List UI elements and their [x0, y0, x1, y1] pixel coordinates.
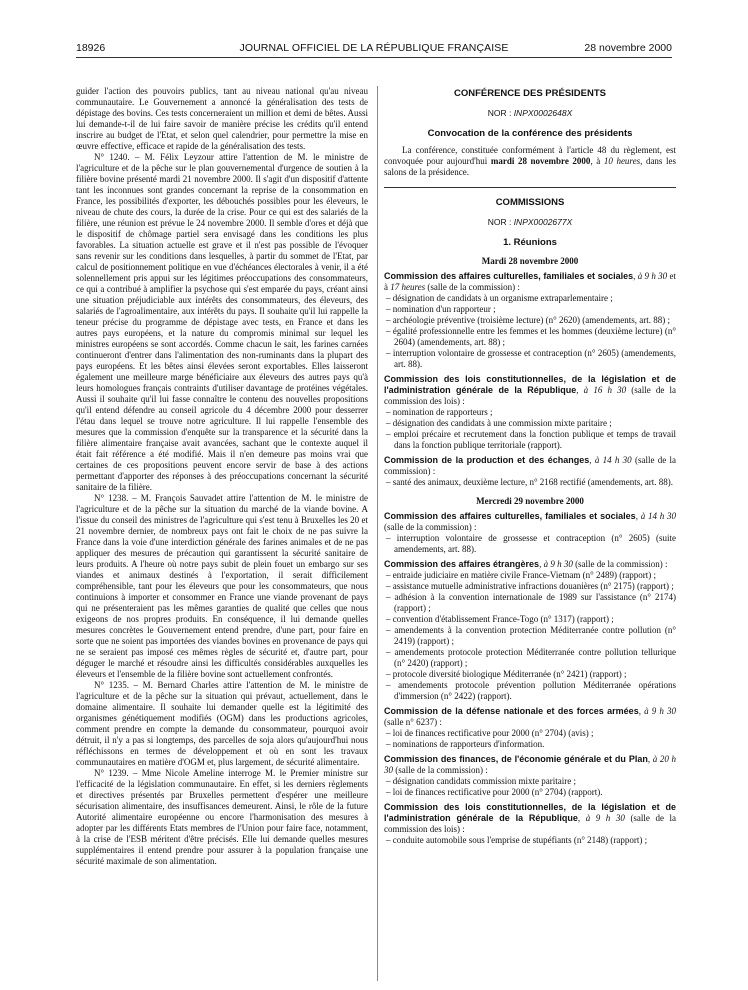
- commission-entry: [384, 559, 676, 702]
- commissions-title: COMMISSIONS: [495, 197, 565, 208]
- commission-header: Commission des affaires culturelles, familiales et sociales, à 9 h 30 et à 17 heures (salle de la commission) :: [384, 271, 677, 292]
- conference-subtitle: Convocation de la conférence des présidents: [427, 128, 633, 139]
- agenda-item: – convention d'établissement France-Togo (n° 1317) (rapport) ;: [386, 614, 614, 624]
- day-heading: Mardi 28 novembre 2000: [481, 256, 579, 266]
- left-column: [76, 86, 368, 867]
- agenda-item: – conduite automobile sous l'emprise de stupéfiants (n° 2148) (rapport) ;: [386, 835, 648, 845]
- commission-entry: [384, 271, 676, 370]
- question-continuation: guider l'action des pouvoirs publics, tant au niveau national qu'au niveau communautaire. Le Gouvernement a annoncé la généralisation des tests de dépistage des bovins. Ces tests concerneraient un million et demi de bêtes. Aussi lui demande-t-il de lui faire savoir de manière précise les crédits qu'il entend inscrire au budget de l'Etat, et selon quel calendrier, pour permettre la mise en œuvre effective, efficace et rapide de la généralisation des tests.: [76, 86, 368, 151]
- agenda-item: – amendements protocole prévention pollution Méditerranée opérations d'immersion (n° 2422) (rapport).: [386, 680, 677, 701]
- agenda-item: – loi de finances rectificative pour 2000 (n° 2704) (avis) ;: [386, 728, 594, 738]
- agenda-item: – archéologie préventive (troisième lecture) (n° 2620) (amendements, art. 88) ;: [386, 315, 670, 325]
- commission-header: Commission des finances, de l'économie générale et du Plan, à 20 h 30 (salle de la commission) :: [384, 754, 676, 775]
- issue-date: 28 novembre 2000: [584, 42, 672, 54]
- commission-entry: [384, 511, 676, 555]
- agenda-list: [384, 293, 676, 370]
- column-rule: [377, 86, 378, 981]
- page-number: 18926: [76, 42, 106, 54]
- question-1235: N° 1235. – M. Bernard Charles attire l'attention de M. le ministre de l'agriculture et de la pêche sur la situation qui prévaut, actuellement, dans le domaine alimentaire. Il souhaite lui demander quelle est la légitimité des organismes génétiquement modifiés (OGM) dans les productions agricoles, comment prendre en compte la demande du consommateur, pourquoi avoir détruit, il n'y a pas si longtemps, des parcelles de soja alors qu'aujourd'hui nous réfléchissons en termes de développement et où en sont les travaux communautaires en matière d'OGM et, plus largement, de sécurité alimentaire.: [76, 680, 368, 767]
- day-heading: Mercredi 29 novembre 2000: [476, 496, 584, 506]
- conference-nor: NOR : INPX0002648X: [487, 108, 573, 118]
- commission-entry: [384, 455, 676, 488]
- agenda-item: – protocole diversité biologique Méditerranée (n° 2421) (rapport) ;: [386, 669, 627, 679]
- commission-header: Commission des affaires étrangères, à 9 h 30 (salle de la commission) :: [384, 559, 668, 569]
- conference-text: La conférence, constituée conformément à l'article 48 du règlement, est convoquée pour aujourd'hui mardi 28 novembre 2000, à 10 heures, dans les salons de la présidence.: [384, 145, 677, 177]
- agenda-list: [384, 477, 676, 488]
- agenda-list: [384, 533, 676, 555]
- commission-entry: [384, 706, 676, 750]
- agenda-item: – adhésion à la convention internationale de 1989 sur l'assistance (n° 2174) (rapport) ;: [386, 592, 677, 613]
- agenda-item: – nomination de rapporteurs ;: [386, 407, 493, 417]
- agenda-list: [384, 728, 676, 750]
- agenda-item: – amendements à la convention protection Méditerranée contre pollution (n° 2419) (rapport) ;: [386, 625, 676, 646]
- agenda-item: – loi de finances rectificative pour 2000 (n° 2704) (rapport).: [386, 787, 603, 797]
- agenda-item: – assistance mutuelle administrative infractions douanières (n° 2175) (rapport) ;: [386, 581, 674, 591]
- agenda-item: – entraide judiciaire en matière civile France-Vietnam (n° 2489) (rapport) ;: [386, 570, 656, 580]
- conference-title: CONFÉRENCE DES PRÉSIDENTS: [453, 88, 607, 99]
- commission-header: Commission des lois constitutionnelles, de la législation et de l'administration générale de la République, à 16 h 30 (salle de la commission des lois) :: [384, 374, 677, 406]
- page-header: [76, 42, 672, 56]
- section-divider: [384, 187, 676, 188]
- agenda-item: – interruption volontaire de grossesse et contraception (n° 2605) (suite amendements, art. 88).: [386, 533, 677, 554]
- question-1238: N° 1238. – M. François Sauvadet attire l'attention de M. le ministre de l'agriculture et de la pêche sur la situation du marché de la viande bovine. A l'issue du conseil des ministres de l'agriculture qui s'est tenu à Bruxelles les 20 et 21 novembre dernier, de nombreux pays ont fait le choix de ne pas suivre la France dans la voie d'une interdiction générale des farines animales et de ne pas appliquer des mesures de précaution qui garantissent la sécurité sanitaire de leurs produits. A l'heure où notre pays subit de plein fouet un embargo sur ses viandes et animaux destinés à l'exportation, il serait difficilement compréhensible, tant pour les éleveurs que pour les consommateurs, que nous continuions à importer et consommer en France une viande provenant de pays qui ne présenteraient pas les mêmes garanties de qualité que celles que nous exigeons de nos propres produits. En conséquence, il lui demande quelles mesures concrètes le Gouvernement entend prendre, d'une part, pour faire en sorte que ne soient pas importées des viandes bovines en provenance de pays qui ne se seraient pas imposé ces mêmes règles de sécurité et, d'autre part, pour déguger le marché et résoudre ainsi les difficultés considérables auxquelles les éleveurs et l'ensemble de la filière bovine sont actuellement confrontés.: [76, 493, 368, 679]
- agenda-item: – santé des animaux, deuxième lecture, n° 2168 rectifié (amendements, art. 88).: [386, 477, 673, 487]
- agenda-item: – nominations de rapporteurs d'information.: [386, 739, 545, 749]
- commission-header: Commission des affaires culturelles, familiales et sociales, à 14 h 30 (salle de la commission) :: [384, 511, 677, 532]
- reunions-heading: 1. Réunions: [503, 237, 557, 248]
- commission-header: Commission de la défense nationale et des forces armées, à 9 h 30 (salle n° 6237) :: [384, 706, 677, 727]
- question-1239: N° 1239. – Mme Nicole Ameline interroge M. le Premier ministre sur l'efficacité de la législation communautaire. En effet, si les derniers règlements et directives présentés par Bruxelles permettent d'espérer une meilleure sécurisation alimentaire, des insuffisances demeurent. Ainsi, le rôle de la future Autorité alimentaire européenne ou encore l'harmonisation des mesures à adopter par les différents Etats membres de l'Union pour faire face, notamment, à la crise de l'ESB méritent d'être précisés. Elle lui demande quelles mesures supplémentaires il entend prendre pour assurer à la population française une sécurité maximale de son alimentation.: [76, 768, 368, 866]
- day-block: [384, 256, 676, 488]
- right-column: [384, 86, 676, 846]
- agenda-list: [384, 835, 676, 846]
- commission-entry: [384, 374, 676, 451]
- commissions-nor: NOR : INPX0002677X: [487, 217, 573, 227]
- agenda-item: – nomination d'un rapporteur ;: [386, 304, 496, 314]
- agenda-list: [384, 570, 676, 702]
- agenda-item: – interruption volontaire de grossesse et contraception (n° 2605) (amendements, art. 88).: [386, 348, 677, 369]
- header-rule: [76, 57, 672, 58]
- agenda-item: – amendements protocole protection Méditerranée contre pollution tellurique (n° 2420) (rapport) ;: [386, 647, 677, 668]
- commission-entry: [384, 802, 676, 846]
- agenda-list: [384, 407, 676, 451]
- question-1240: N° 1240. – M. Félix Leyzour attire l'attention de M. le ministre de l'agriculture et de la pêche sur le plan gouvernemental d'urgence de soutien à la filière bovine présenté mardi 21 novembre 2000. Il s'agit d'un dispositif d'attente tant les inconnues sont grandes concernant la reprise de la consommation en France, les possibilités d'exporter, les débouchés possibles pour les éleveurs, le niveau de chute des cours, la durée de la crise. Pour ce qui est des salariés de la filière, une réunion est prévue le 24 novembre 2000. Il semble d'ores et déjà que le dispositif de chômage partiel sera envisagé dans les conditions les plus favorables. La situation actuelle est grave et il n'est pas possible de l'évoquer sans revenir sur les conditions dans lesquelles, à partir du sommet de l'Etat, par calcul de positionnement politique en vue d'échéances électorales à venir, il a été solennellement pris appui sur les légitimes préoccupations des consommateurs, ce qui a contribué à amplifier la psychose qui s'est emparée du pays, créant ainsi une situation préjudiciable aux intérêts des consommateurs, des éleveurs, des salariés de l'agroalimentaire, aux intérêts du pays. Il souhaite qu'il lui rappelle la teneur précise du programme de dépistage avec tests, en France et dans les autres pays européens, et la nature du compromis minimal sur lequel les ministres européens se sont accordés. Comme chacun le sait, les farines carnées continueront d'entrer dans l'alimentation des non-ruminants dans la plupart des pays européens. Et les bêtes ainsi élevées seront exportables. Elles laisseront également une meilleure marge bénéficiaire aux éleveurs des autres pays qu'à leurs homologues français contraints d'utiliser davantage de protéines végétales. Aussi il souhaite qu'il lui fasse connaître le contenu des nouvelles propositions qu'il entend défendre au conseil agricole du 4 décembre 2000 pour desserrer l'étau dans lequel se trouve notre agriculture. Il lui rappelle l'ensemble des mesures que la commission d'enquête sur la transparence et la sécurité dans la filière alimentaire française avait avancées, sachant que le contexte auquel il était fait référence a été modifié. Mais il n'en demeure pas moins vrai que certaines de ces propositions peuvent encore servir de base à des actions permettant d'apporter des réponses à des préoccupations concernant la sécurité sanitaire de la filière.: [76, 152, 368, 492]
- agenda-item: – désignation candidats commission mixte paritaire ;: [386, 776, 576, 786]
- journal-title: JOURNAL OFFICIEL DE LA RÉPUBLIQUE FRANÇAISE: [239, 42, 509, 54]
- agenda-item: – désignation des candidats à une commission mixte paritaire ;: [386, 418, 612, 428]
- agenda-item: – emploi précaire et recrutement dans la fonction publique et temps de travail dans la fonction publique territoriale (rapport).: [386, 429, 677, 450]
- agenda-item: – désignation de candidats à un organisme extraparlementaire ;: [386, 293, 613, 303]
- agenda-item: – égalité professionnelle entre les femmes et les hommes (deuxième lecture) (n° 2604) (amendements, art. 88) ;: [386, 326, 677, 347]
- commission-entry: [384, 754, 676, 798]
- commission-header: Commission de la production et des échanges, à 14 h 30 (salle de la commission) :: [384, 455, 677, 476]
- agenda-list: [384, 776, 676, 798]
- day-block: [384, 496, 676, 846]
- commission-header: Commission des lois constitutionnelles, de la législation et de l'administration générale de la République, à 9 h 30 (salle de la commission des lois) :: [384, 802, 677, 834]
